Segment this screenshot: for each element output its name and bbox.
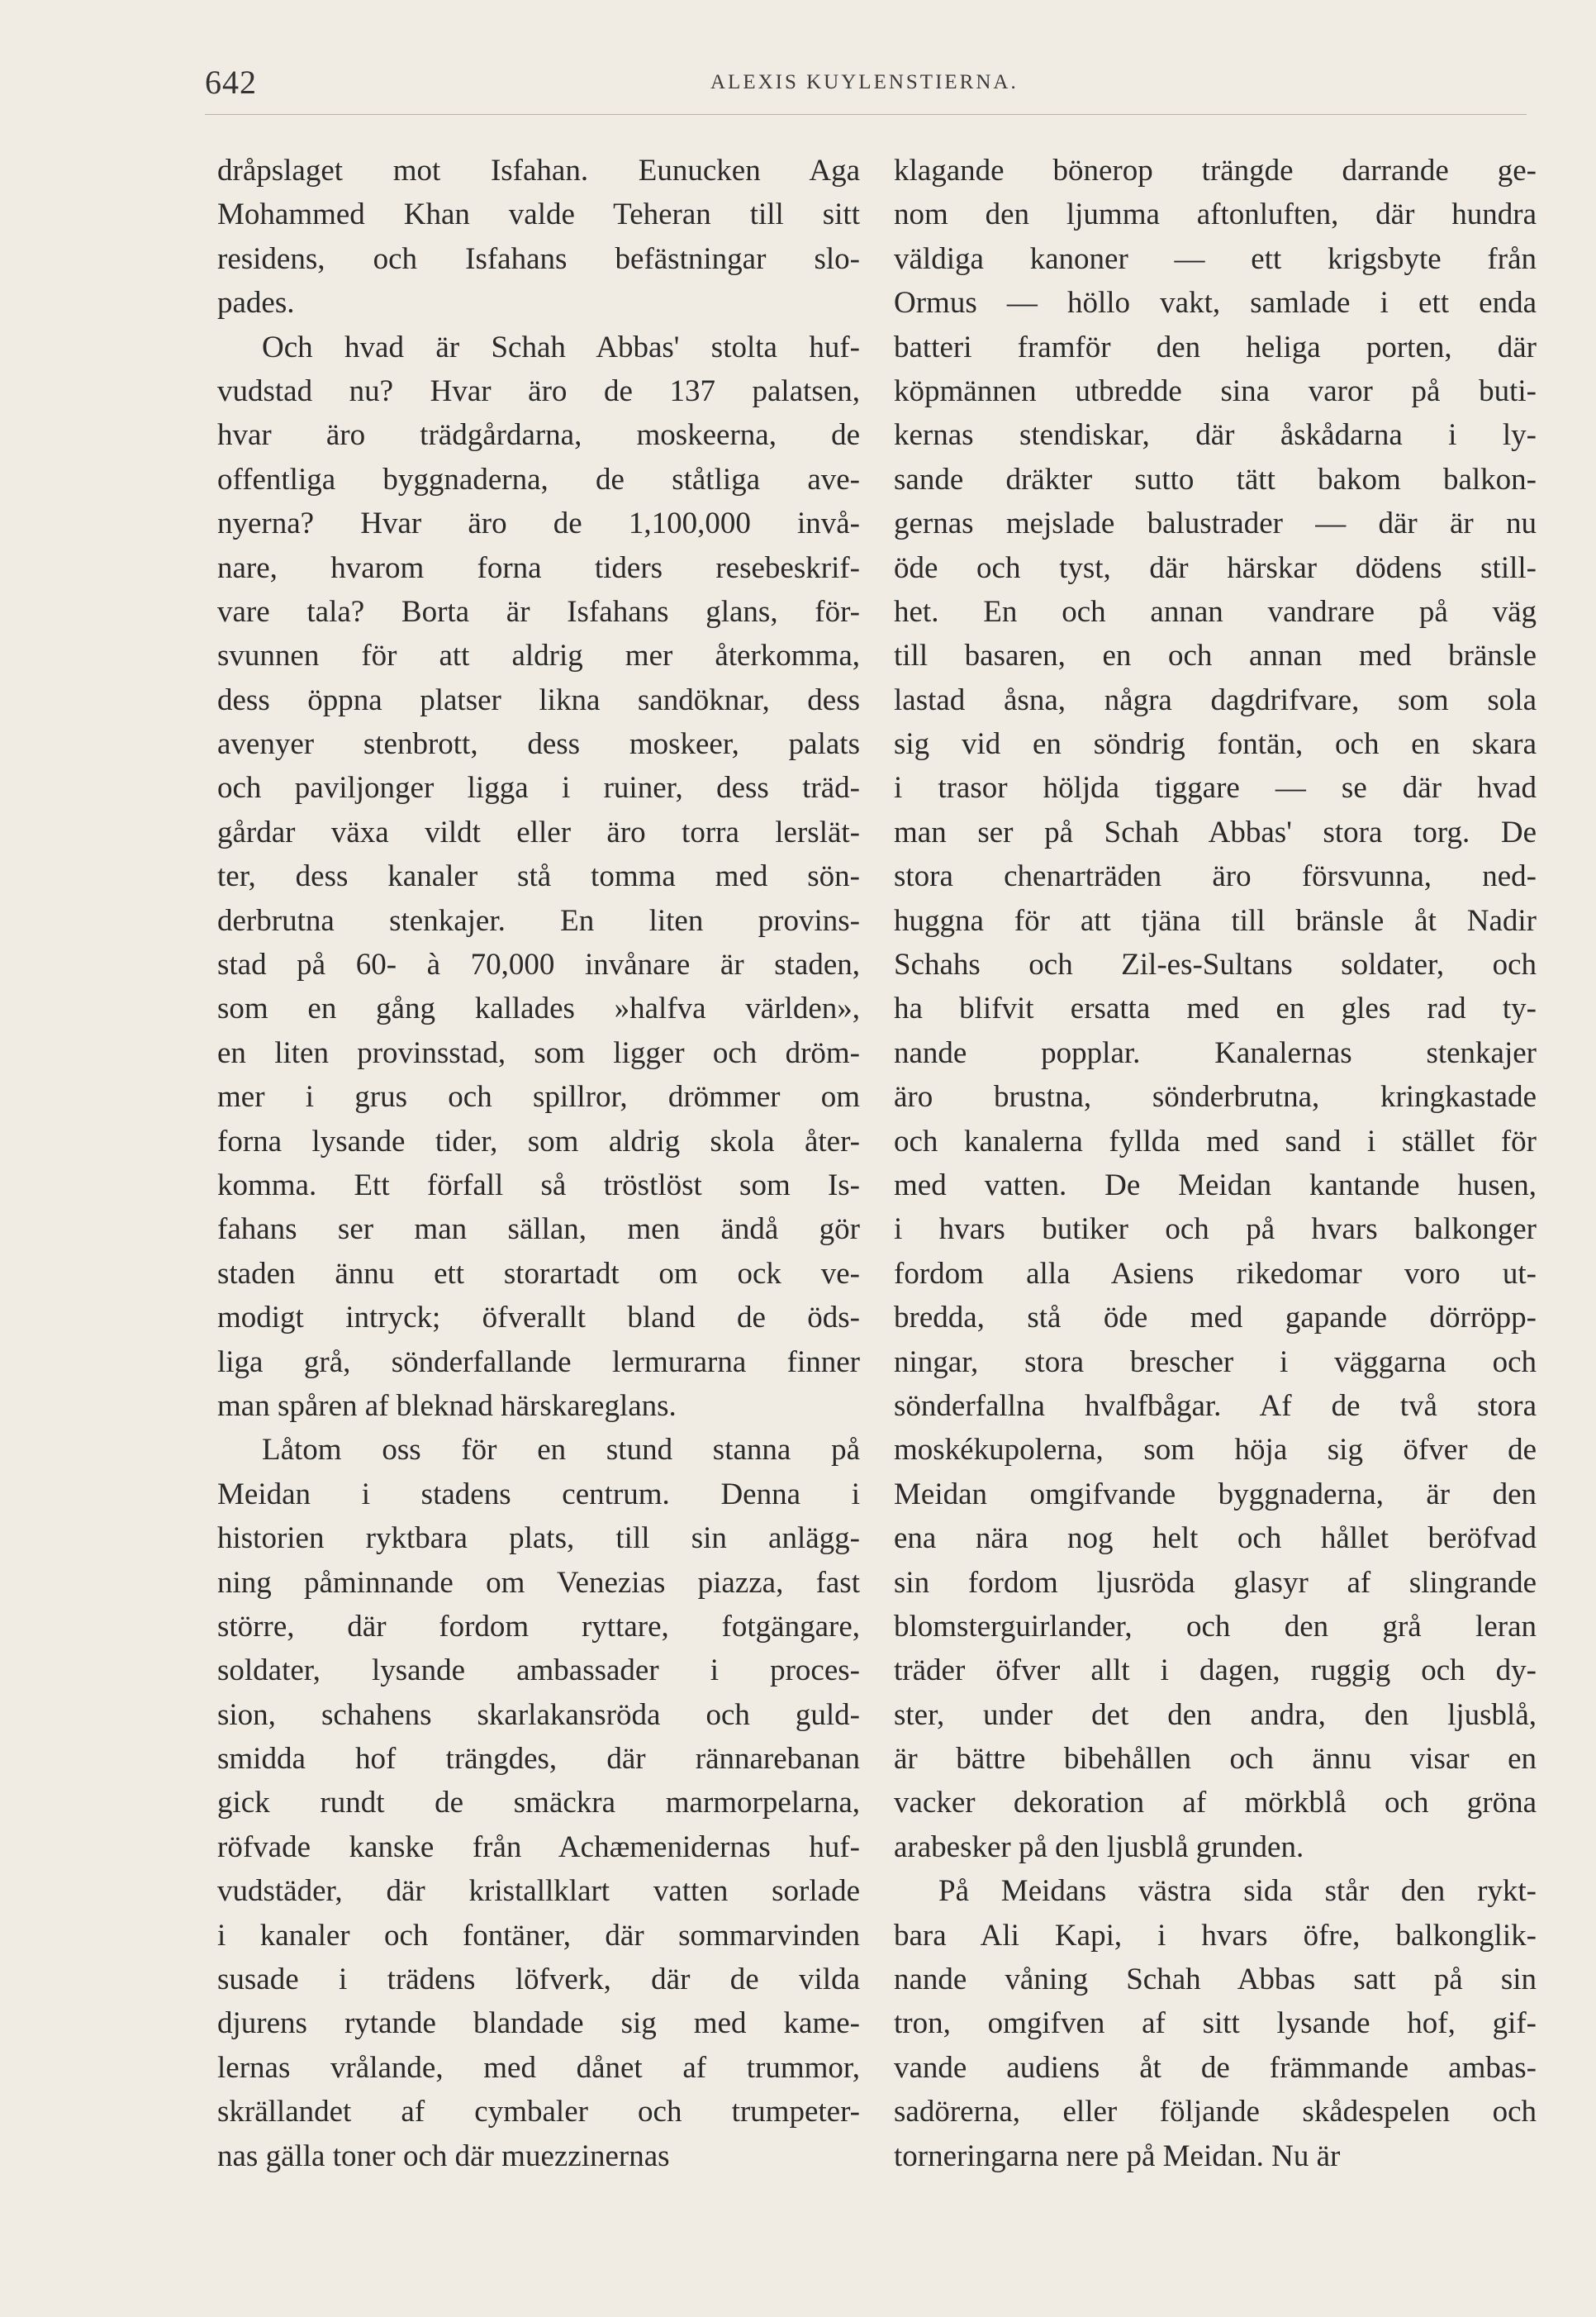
header-rule bbox=[205, 114, 1527, 115]
text-line: avenyer stenbrott, dess moskeer, palats bbox=[217, 727, 860, 762]
text-line: vare tala? Borta är Isfahans glans, för- bbox=[217, 594, 860, 629]
text-line: offentliga byggnaderna, de ståtliga ave- bbox=[217, 462, 860, 497]
left-column bbox=[217, 149, 860, 2178]
text-line: man spåren af bleknad härskareglans. bbox=[217, 1388, 677, 1423]
text-line: gernas mejslade balustrader — där är nu bbox=[894, 507, 1537, 541]
text-line: huggna för att tjäna till bränsle åt Nadir bbox=[894, 903, 1537, 938]
text-line: köpmännen utbredde sina varor på buti- bbox=[894, 373, 1537, 408]
text-line: som en gång kallades »halfva världen», bbox=[217, 992, 860, 1026]
text-line: forna lysande tider, som aldrig skola åter- bbox=[217, 1124, 860, 1158]
text-line: hvar äro trädgårdarna, moskeerna, de bbox=[217, 418, 860, 453]
text-line: På Meidans västra sida står den rykt- bbox=[938, 1874, 1537, 1909]
running-head: ALEXIS KUYLENSTIERNA. bbox=[710, 71, 1019, 93]
text-line: bara Ali Kapi, i hvars öfre, balkonglik- bbox=[894, 1918, 1537, 1953]
text-line: gårdar växa vildt eller äro torra lerslät- bbox=[217, 815, 860, 849]
text-line: torneringarna nere på Meidan. Nu är bbox=[894, 2139, 1341, 2173]
text-line: nom den ljumma aftonluften, där hundra bbox=[894, 197, 1537, 232]
text-line: röfvade kanske från Achæmenidernas huf- bbox=[217, 1829, 860, 1864]
text-line: sande dräkter sutto tätt bakom balkon- bbox=[894, 462, 1537, 497]
text-line: klagande bönerop trängde darrande ge- bbox=[894, 154, 1537, 188]
text-line: ningar, stora brescher i väggarna och bbox=[894, 1344, 1537, 1379]
right-column bbox=[894, 149, 1537, 2178]
text-line: sig vid en söndrig fontän, och en skara bbox=[894, 727, 1537, 762]
text-line: större, där fordom ryttare, fotgängare, bbox=[217, 1609, 860, 1644]
text-line: soldater, lysande ambassader i proces- bbox=[217, 1653, 860, 1688]
text-line: ter, dess kanaler stå tomma med sön- bbox=[217, 859, 860, 894]
text-line: het. En och annan vandrare på väg bbox=[894, 594, 1537, 629]
text-line: Låtom oss för en stund stanna på bbox=[262, 1433, 860, 1468]
text-line: man ser på Schah Abbas' stora torg. De bbox=[894, 815, 1537, 849]
text-line: ster, under det den andra, den ljusblå, bbox=[894, 1697, 1537, 1732]
text-line: nande popplar. Kanalernas stenkajer bbox=[894, 1035, 1537, 1070]
text-line: stad på 60- à 70,000 invånare är staden, bbox=[217, 948, 860, 982]
text-line: sönderfallna hvalfbågar. Af de två stora bbox=[894, 1388, 1537, 1423]
text-line: träder öfver allt i dagen, ruggig och dy- bbox=[894, 1653, 1537, 1688]
text-line: susade i trädens löfverk, där de vilda bbox=[217, 1963, 860, 1997]
text-line: sadörerna, eller följande skådespelen och bbox=[894, 2095, 1537, 2129]
text-line: ning påminnande om Venezias piazza, fast bbox=[217, 1565, 860, 1600]
text-line: residens, och Isfahans befästningar slo- bbox=[217, 241, 860, 276]
text-line: Meidan omgifvande byggnaderna, är den bbox=[894, 1477, 1537, 1511]
text-line: äro brustna, sönderbrutna, kringkastade bbox=[894, 1080, 1537, 1115]
text-line: dråpslaget mot Isfahan. Eunucken Aga bbox=[217, 154, 860, 188]
text-line: skrällandet af cymbaler och trumpeter- bbox=[217, 2095, 860, 2129]
text-line: kernas stendiskar, där åskådarna i ly- bbox=[894, 418, 1537, 453]
text-line: mer i grus och spillror, drömmer om bbox=[217, 1080, 860, 1115]
text-line: Mohammed Khan valde Teheran till sitt bbox=[217, 197, 860, 232]
text-line: gick rundt de smäckra marmorpelarna, bbox=[217, 1786, 860, 1820]
text-line: modigt intryck; öfverallt bland de öds- bbox=[217, 1301, 860, 1335]
text-line: väldiga kanoner — ett krigsbyte från bbox=[894, 241, 1537, 276]
text-line: Och hvad är Schah Abbas' stolta huf- bbox=[262, 330, 860, 364]
text-line: batteri framför den heliga porten, där bbox=[894, 330, 1537, 364]
text-line: vacker dekoration af mörkblå och gröna bbox=[894, 1786, 1537, 1820]
text-line: staden ännu ett storartadt om ock ve- bbox=[217, 1256, 860, 1291]
text-line: ha blifvit ersatta med en gles rad ty- bbox=[894, 992, 1537, 1026]
text-line: moskékupolerna, som höja sig öfver de bbox=[894, 1433, 1537, 1468]
text-line: komma. Ett förfall så tröstlöst som Is- bbox=[217, 1168, 860, 1202]
text-line: djurens rytande blandade sig med kame- bbox=[217, 2006, 860, 2041]
text-line: sion, schahens skarlakansröda och guld- bbox=[217, 1697, 860, 1732]
text-line: Meidan i stadens centrum. Denna i bbox=[217, 1477, 860, 1511]
text-line: en liten provinsstad, som ligger och dröm- bbox=[217, 1035, 860, 1070]
text-line: tron, omgifven af sitt lysande hof, gif- bbox=[894, 2006, 1537, 2041]
text-line: nyerna? Hvar äro de 1,100,000 invå- bbox=[217, 507, 860, 541]
text-line: bredda, stå öde med gapande dörröpp- bbox=[894, 1301, 1537, 1335]
text-line: nare, hvarom forna tiders resebeskrif- bbox=[217, 550, 860, 585]
text-line: dess öppna platser likna sandöknar, dess bbox=[217, 683, 860, 717]
text-line: derbrutna stenkajer. En liten provins- bbox=[217, 903, 860, 938]
text-line: sin fordom ljusröda glasyr af slingrande bbox=[894, 1565, 1537, 1600]
text-line: nas gälla toner och där muezzinernas bbox=[217, 2139, 670, 2173]
text-line: stora chenarträden äro försvunna, ned- bbox=[894, 859, 1537, 894]
text-line: lastad åsna, några dagdrifvare, som sola bbox=[894, 683, 1537, 717]
text-line: vudstäder, där kristallklart vatten sorlade bbox=[217, 1874, 860, 1909]
text-line: fahans ser man sällan, men ändå gör bbox=[217, 1212, 860, 1247]
page-number: 642 bbox=[205, 64, 257, 101]
text-line: i trasor höljda tiggare — se där hvad bbox=[894, 771, 1537, 806]
text-line: till basaren, en och annan med bränsle bbox=[894, 639, 1537, 673]
text-line: Ormus — höllo vakt, samlade i ett enda bbox=[894, 286, 1537, 321]
text-line: historien ryktbara plats, till sin anlägg- bbox=[217, 1521, 860, 1556]
text-line: i hvars butiker och på hvars balkonger bbox=[894, 1212, 1537, 1247]
text-line: vande audiens åt de främmande ambas- bbox=[894, 2050, 1537, 2085]
text-line: i kanaler och fontäner, där sommarvinden bbox=[217, 1918, 860, 1953]
text-line: fordom alla Asiens rikedomar voro ut- bbox=[894, 1256, 1537, 1291]
text-line: svunnen för att aldrig mer återkomma, bbox=[217, 639, 860, 673]
text-line: öde och tyst, där härskar dödens still- bbox=[894, 550, 1537, 585]
text-line: och kanalerna fyllda med sand i stället för bbox=[894, 1124, 1537, 1158]
text-line: och paviljonger ligga i ruiner, dess träd- bbox=[217, 771, 860, 806]
text-line: liga grå, sönderfallande lermurarna finner bbox=[217, 1344, 860, 1379]
text-line: Schahs och Zil-es-Sultans soldater, och bbox=[894, 948, 1537, 982]
text-line: vudstad nu? Hvar äro de 137 palatsen, bbox=[217, 373, 860, 408]
text-line: arabesker på den ljusblå grunden. bbox=[894, 1829, 1304, 1864]
text-line: smidda hof trängdes, där rännarebanan bbox=[217, 1742, 860, 1777]
text-line: är bättre bibehållen och ännu visar en bbox=[894, 1742, 1537, 1777]
text-line: med vatten. De Meidan kantande husen, bbox=[894, 1168, 1537, 1202]
text-line: pades. bbox=[217, 286, 295, 321]
text-line: lernas vrålande, med dånet af trummor, bbox=[217, 2050, 860, 2085]
text-line: nande våning Schah Abbas satt på sin bbox=[894, 1963, 1537, 1997]
text-line: blomsterguirlander, och den grå leran bbox=[894, 1609, 1537, 1644]
text-line: ena nära nog helt och hållet beröfvad bbox=[894, 1521, 1537, 1556]
